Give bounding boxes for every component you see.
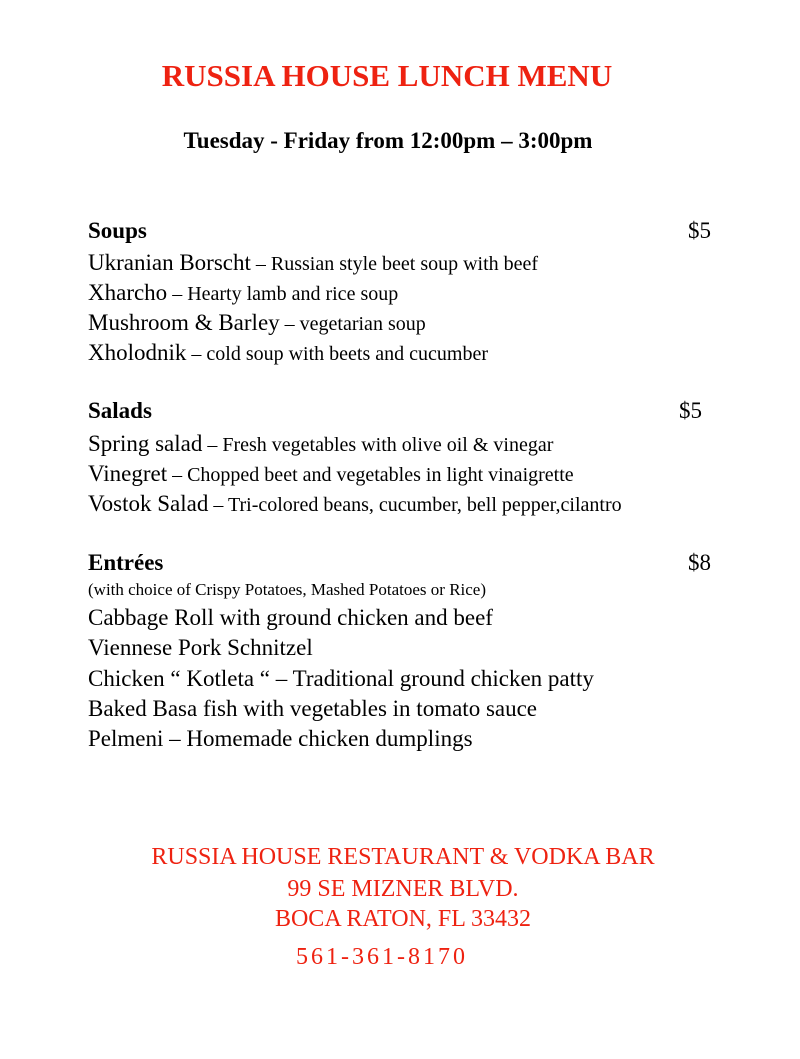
item-name: Vostok Salad bbox=[88, 491, 209, 516]
menu-title: RUSSIA HOUSE LUNCH MENU bbox=[161, 58, 613, 93]
list-item-soup: Mushroom & Barley – vegetarian soup bbox=[88, 310, 426, 335]
list-item-entree: Viennese Pork Schnitzel bbox=[88, 635, 313, 660]
item-name: Mushroom & Barley bbox=[88, 310, 280, 335]
list-item-entree: Baked Basa fish with vegetables in tomato sauce bbox=[88, 696, 538, 721]
list-item-salad: Vostok Salad – Tri-colored beans, cucumber, bell pepper,cilantro bbox=[88, 491, 622, 516]
list-item-salad: Spring salad – Fresh vegetables with olive oil & vinegar bbox=[88, 431, 554, 456]
price-entrees: $8 bbox=[688, 550, 711, 575]
restaurant-street: 99 SE MIZNER BLVD. bbox=[287, 876, 519, 902]
section-title-soups: Soups bbox=[88, 218, 147, 243]
price-soups: $5 bbox=[688, 218, 711, 243]
item-name: Vinegret bbox=[88, 461, 168, 486]
restaurant-city: BOCA RATON, FL 33432 bbox=[274, 906, 532, 932]
list-item-soup: Xholodnik – cold soup with beets and cucumber bbox=[88, 340, 488, 365]
section-title-salads: Salads bbox=[88, 398, 152, 423]
item-name: Ukranian Borscht bbox=[88, 250, 251, 275]
list-item-entree: Chicken “ Kotleta “ – Traditional ground chicken patty bbox=[88, 666, 594, 691]
entrees-side-note: (with choice of Crispy Potatoes, Mashed Potatoes or Rice) bbox=[88, 580, 487, 599]
item-description: Russian style beet soup with beef bbox=[270, 253, 539, 275]
list-item-soup: Xharcho – Hearty lamb and rice soup bbox=[88, 280, 399, 305]
item-description: Fresh vegetables with olive oil & vinegar bbox=[222, 434, 554, 456]
section-title-entrees: Entrées bbox=[88, 550, 164, 575]
item-description: vegetarian soup bbox=[299, 313, 426, 335]
item-description: Chopped beet and vegetables in light vinaigrette bbox=[187, 464, 574, 486]
restaurant-name: RUSSIA HOUSE RESTAURANT & VODKA BAR bbox=[151, 844, 655, 870]
item-name: Spring salad bbox=[88, 431, 203, 456]
list-item-soup: Ukranian Borscht – Russian style beet soup with beef bbox=[88, 250, 539, 275]
item-description: Tri-colored beans, cucumber, bell pepper,cilantro bbox=[227, 494, 622, 516]
list-item-salad: Vinegret – Chopped beet and vegetables in light vinaigrette bbox=[88, 461, 574, 486]
item-description: Hearty lamb and rice soup bbox=[187, 283, 399, 305]
list-item-entree: Pelmeni – Homemade chicken dumplings bbox=[88, 726, 473, 751]
restaurant-phone: 561-361-8170 bbox=[296, 944, 468, 970]
item-name: Xholodnik bbox=[88, 340, 187, 365]
price-salads: $5 bbox=[679, 398, 702, 423]
list-item-entree: Cabbage Roll with ground chicken and beef bbox=[88, 605, 493, 630]
item-name: Xharcho bbox=[88, 280, 168, 305]
item-description: cold soup with beets and cucumber bbox=[206, 343, 488, 365]
lunch-hours: Tuesday - Friday from 12:00pm – 3:00pm bbox=[183, 128, 593, 153]
